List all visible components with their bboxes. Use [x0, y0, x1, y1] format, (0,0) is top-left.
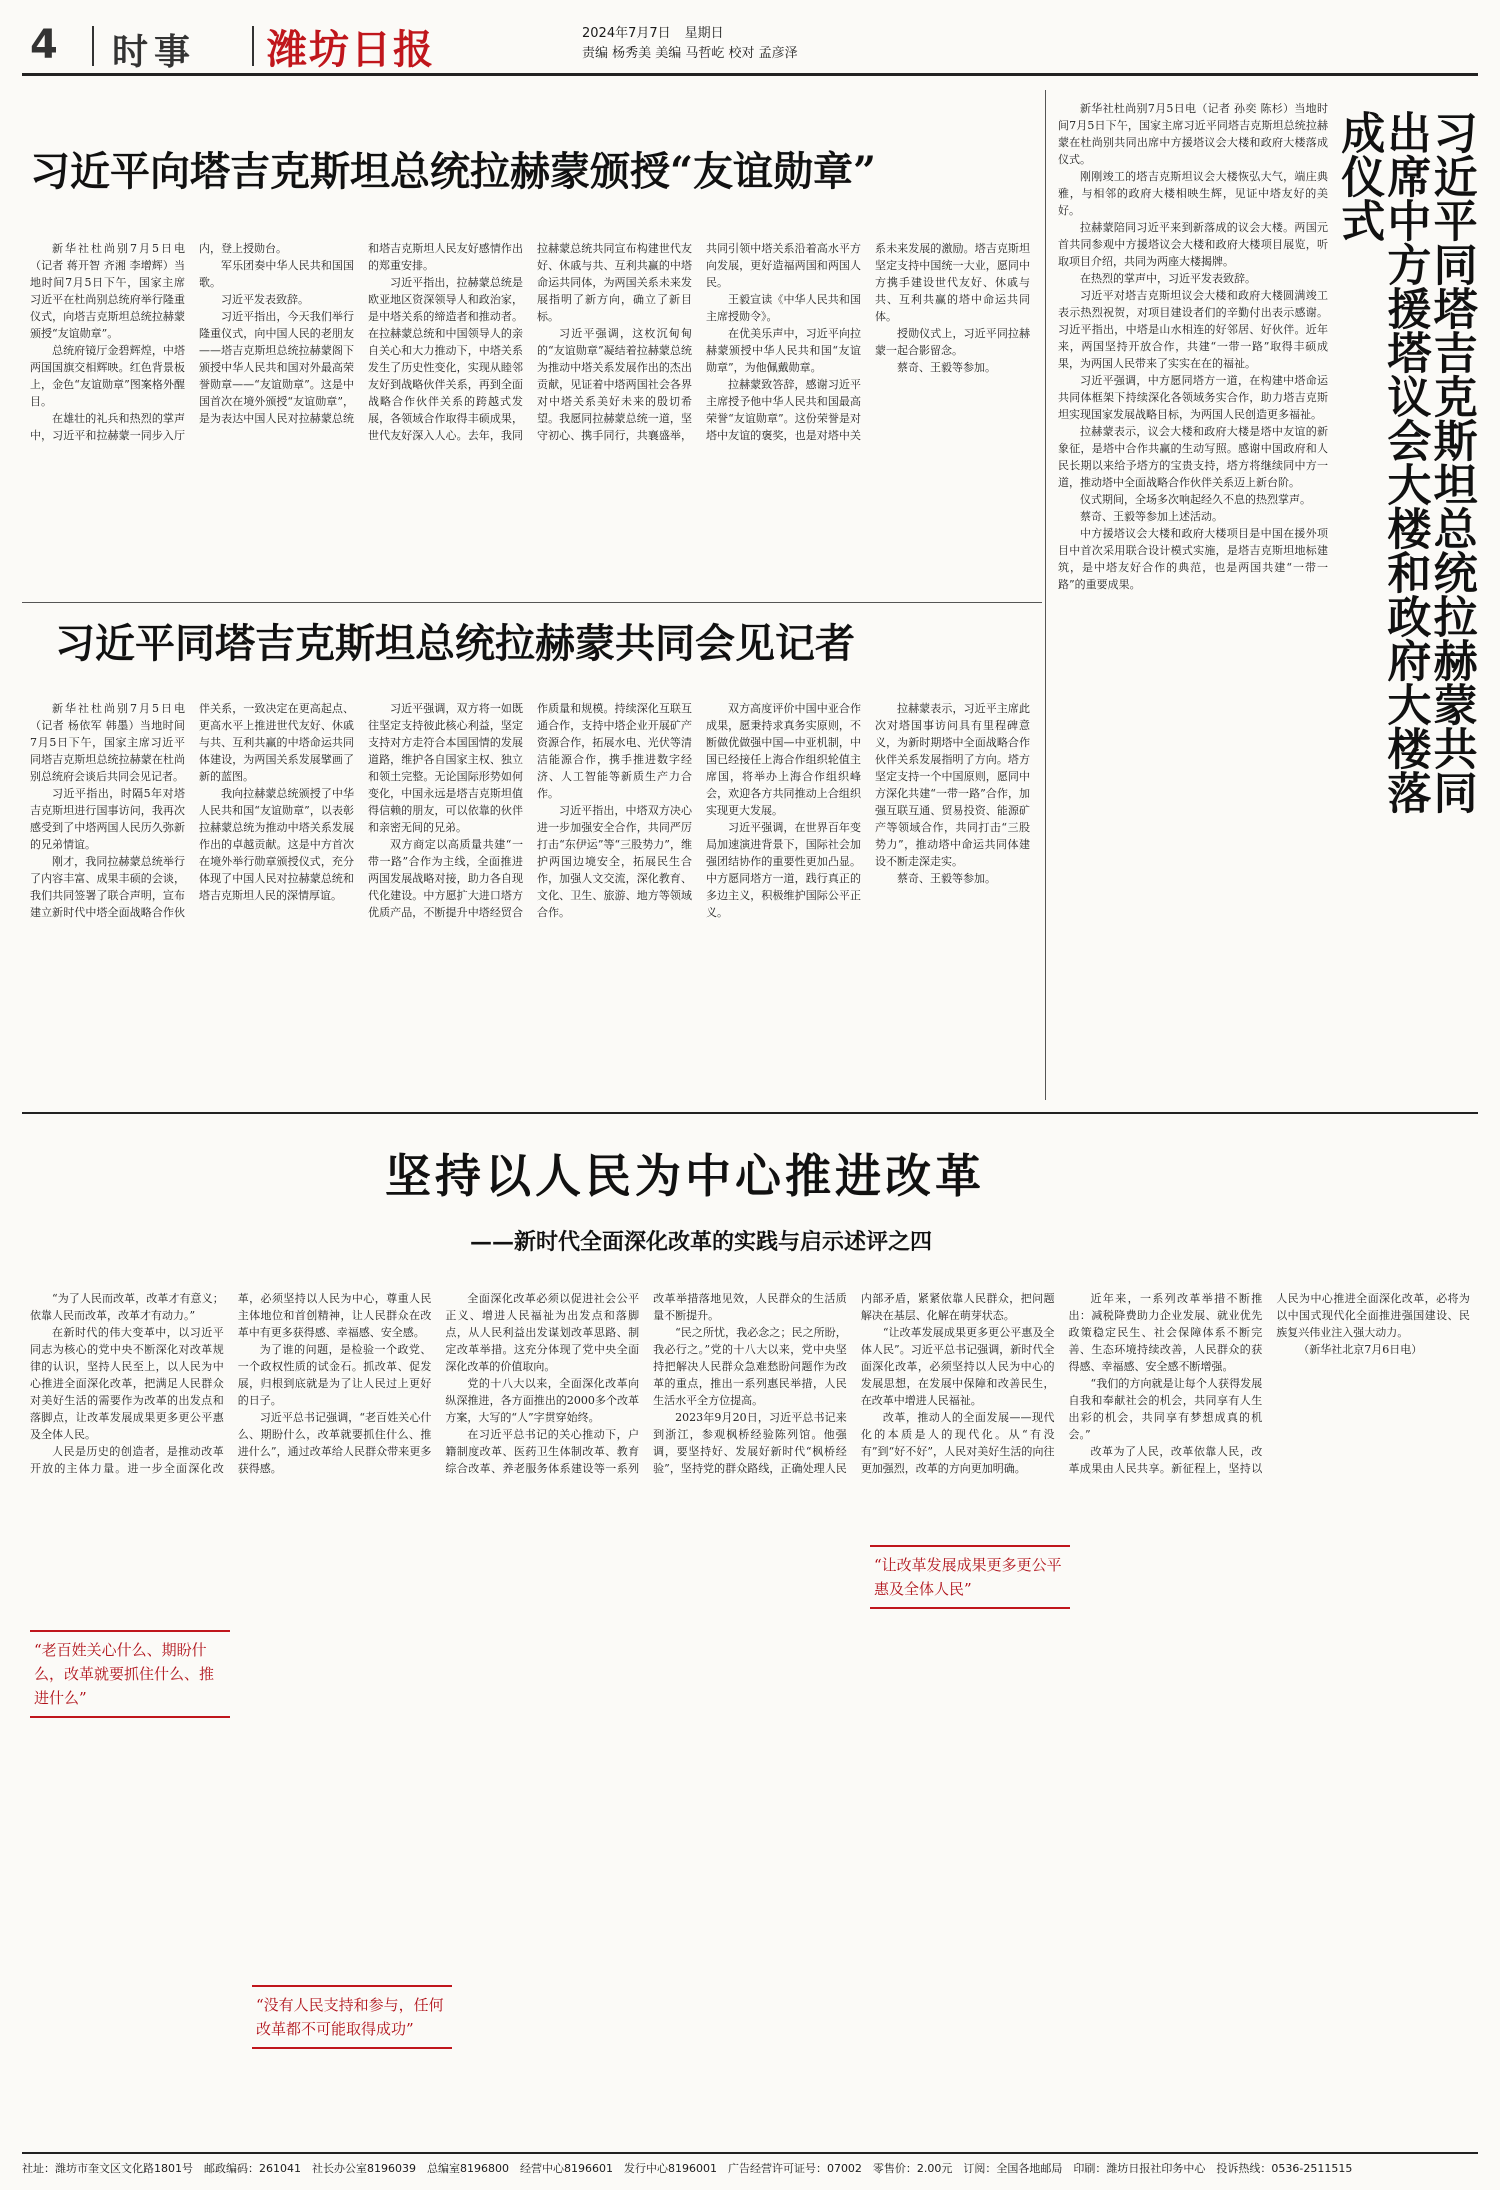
paragraph: 蔡奇、王毅等参加。: [897, 872, 996, 885]
paragraph: “民之所忧，我必念之；民之所盼，我必行之。”党的十八大以来，党中央坚持把解决人民群众急难愁盼问题作为改革的重点，推出一系列惠民举措，人民生活水平全方位提高。: [653, 1326, 847, 1407]
feature-body: [30, 1290, 1470, 2140]
editors: 责编 杨秀美 美编 马哲屹 校对 孟彦泽: [582, 46, 798, 61]
article-title: 习近平同塔吉克斯坦总统拉赫蒙共同会见记者: [55, 620, 855, 667]
pull-quote: “让改革发展成果更多更公平惠及全体人民”: [870, 1545, 1070, 1609]
paragraph: 习近平强调，双方将一如既往坚定支持彼此核心利益，坚定支持对方走符合本国国情的发展道路，维护各自国家主权、独立和领土完整。无论国际形势如何变化，中国永远是塔吉克斯坦值得信赖的朋友，可以依靠的伙伴和亲密无间的兄弟。: [368, 702, 523, 834]
paragraph: 习近平强调，在世界百年变局加速演进背景下，国际社会加强团结协作的重要性更加凸显。中方愿同塔方一道，践行真正的多边主义，积极维护国际公平正义。: [706, 821, 861, 919]
paragraph: 刚才，我同拉赫蒙总统举行了内容丰富、成果丰硕的会谈，我们共同签署了联合声明，宣布建立新时代中塔全面战略合作伙伴关系，一致决定在更高起点、更高水平上推进世代友好、休戚与共、互利共赢的中塔命运共同体建设，为两国关系发展擘画了新的蓝图。: [30, 702, 354, 919]
paragraph: 授勋仪式上，习近平同拉赫蒙一起合影留念。: [875, 327, 1030, 357]
weekday: 星期日: [684, 26, 724, 41]
paragraph: 仪式期间，全场多次响起经久不息的热烈掌声。: [1080, 493, 1311, 506]
paragraph: 人民是历史的创造者，是推动改革开放的主体力量。进一步全面深化改革，必须坚持以人民为中心，尊重人民主体地位和首创精神，让人民群众在改革中有更多获得感、幸福感、安全感。: [30, 1292, 432, 1475]
divider: [92, 26, 94, 66]
article-body: [30, 700, 1030, 1100]
paragraph: 改革，推动人的全面发展——现代化的本质是人的现代化。从“有没有”到“好不好”，人民对美好生活的向往更加强烈，改革的方向更加明确。: [860, 1411, 1055, 1475]
divider: [22, 602, 1042, 603]
paragraph: 习近平发表致辞。: [221, 293, 309, 306]
feature-subtitle: ——新时代全面深化改革的实践与启示述评之四: [470, 1229, 933, 1255]
paragraph: 习近平强调，这枚沉甸甸的“友谊勋章”凝结着拉赫蒙总统为推动中塔关系发展作出的杰出贡献，见证着中塔两国社会各界对中塔关系美好未来的殷切希望。我愿同拉赫蒙总统一道，坚守初心、携手同行，共襄盛举，共同引领中塔关系沿着高水平方向发展，更好造福两国和两国人民。: [537, 242, 861, 442]
paragraph: 党的十八大以来，全面深化改革向纵深推进，各方面推出的2000多个改革方案，大写的“人”字贯穿始终。: [445, 1377, 640, 1424]
header-meta: [582, 24, 812, 64]
divider: [1045, 90, 1046, 1100]
pull-quote: “老百姓关心什么、期盼什么，改革就要抓住什么、推进什么”: [30, 1630, 230, 1718]
paragraph: 2023年9月20日，习近平总书记来到浙江，参观枫桥经验陈列馆。他强调，要坚持好、发展好新时代“枫桥经验”，坚持党的群众路线，正确处理人民内部矛盾，紧紧依靠人民群众，把问题解决在基层、化解在萌芽状态。: [653, 1292, 1055, 1475]
page-footer: 社址：潍坊市奎文区文化路1801号 邮政编码：261041 社长办公室8196039 总编室8196800 经营中心8196601 发行中心8196001 广告经营许可证号：07002 零售价：2.00元 订阅：全国各地邮局 印刷：潍坊日报社印务中心 投诉热线：0536-2511515: [22, 2152, 1478, 2176]
paragraph: 双方高度评价中国中亚合作成果，愿秉持求真务实原则，不断做优做强中国—中亚机制，中国已经接任上海合作组织轮值主席国，将举办上海合作组织峰会，欢迎各方共同推动上合组织实现更大发展。: [706, 702, 861, 817]
pull-quote: “没有人民支持和参与，任何改革都不可能取得成功”: [252, 1985, 452, 2049]
paragraph: 中方援塔议会大楼和政府大楼项目是中国在援外项目中首次采用联合设计模式实施，是塔吉克斯坦地标建筑，是中塔友好合作的典范，也是两国共建“一带一路”的重要成果。: [1058, 527, 1328, 591]
paragraph: 习近平总书记强调，“老百姓关心什么、期盼什么，改革就要抓住什么、推进什么”，通过改革给人民群众带来更多获得感。: [237, 1411, 432, 1475]
side-article-title: 习近平同塔吉克斯坦总统拉赫蒙共同出席中方援塔议会大楼和政府大楼落成仪式: [1333, 110, 1477, 814]
paragraph: 全面深化改革必须以促进社会公平正义、增进人民福祉为出发点和落脚点，从人民利益出发谋划改革思路、制定改革举措。这充分体现了党中央全面深化改革的价值取向。: [445, 1292, 640, 1373]
paragraph: 双方商定以高质量共建“一带一路”合作为主线，全面推进两国发展战略对接，助力各自现代化建设。中方愿扩大进口塔方优质产品，不断提升中塔经贸合作质量和规模。持续深化互联互通合作，支持中塔企业开展矿产资源合作，拓展水电、光伏等清洁能源合作，携手推进数字经济、人工智能等新质生产力合作。: [368, 702, 692, 919]
paragraph: 习近平强调，中方愿同塔方一道，在构建中塔命运共同体框架下持续深化各领域务实合作，助力塔吉克斯坦实现国家发展战略目标，为两国人民创造更多福祉。: [1058, 374, 1328, 421]
paragraph: 总统府镜厅金碧辉煌，中塔两国国旗交相辉映。红色背景板上，金色“友谊勋章”图案格外醒目。: [30, 344, 185, 408]
page-number: 4: [30, 22, 58, 68]
paragraph: 习近平指出，中塔双方决心进一步加强安全合作，共同严厉打击“东伊运”等“三股势力”，维护两国边境安全，拓展民生合作，加强人文交流，深化教育、文化、卫生、旅游、地方等领域合作。: [537, 804, 692, 919]
article-title: 习近平向塔吉克斯坦总统拉赫蒙颁授“友谊勋章”: [30, 148, 877, 195]
paragraph: 在新时代的伟大变革中，以习近平同志为核心的党中央不断深化对改革规律的认识，坚持人民至上，以人民为中心推进全面深化改革，把满足人民群众对美好生活的需要作为改革的出发点和落脚点，让改革发展成果更多更公平惠及全体人民。: [30, 1326, 224, 1441]
paragraph: 为了谁的问题，是检验一个政党、一个政权性质的试金石。抓改革、促发展，归根到底就是为了让人民过上更好的日子。: [237, 1343, 432, 1407]
paragraph: 新华社杜尚别7月5日电（记者 孙奕 陈杉）当地时间7月5日下午，国家主席习近平同塔吉克斯坦总统拉赫蒙在杜尚别共同出席中方援塔议会大楼和政府大楼落成仪式。: [1058, 102, 1328, 166]
paragraph: 习近平对塔吉克斯坦议会大楼和政府大楼圆满竣工表示热烈祝贺，对项目建设者们的辛勤付出表示感谢。习近平指出，中塔是山水相连的好邻居、好伙伴。近年来，两国坚持开放合作，共建“一带一路”取得丰硕成果，为两国人民带来了实实在在的福祉。: [1058, 289, 1328, 370]
paragraph: 拉赫蒙表示，议会大楼和政府大楼是塔中友谊的新象征，是塔中合作共赢的生动写照。感谢中国政府和人民长期以来给予塔方的宝贵支持，塔方将继续同中方一道，推动塔中全面战略合作伙伴关系迈上新台阶。: [1058, 425, 1328, 489]
paragraph: 军乐团奏中华人民共和国国歌。: [199, 259, 354, 289]
divider: [252, 26, 254, 66]
paragraph: 拉赫蒙致答辞，感谢习近平主席授予他中华人民共和国最高荣誉“友谊勋章”。这份荣誉是对塔中友谊的褒奖，也是对塔中关系未来发展的激励。塔吉克斯坦坚定支持中国统一大业，愿同中方携手建设世代友好、休戚与共、互利共赢的塔中命运共同体。: [706, 242, 1030, 442]
paragraph: 习近平指出，拉赫蒙总统是欧亚地区资深领导人和政治家，是中塔关系的缔造者和推动者。在拉赫蒙总统和中国领导人的亲自关心和大力推动下，中塔关系发生了历史性变化，实现从睦邻友好到战略伙伴关系，再到全面战略合作伙伴关系的跨越式发展，各领域合作取得丰硕成果，世代友好深入人心。去年，我同拉赫蒙总统共同宣布构建世代友好、休戚与共、互利共赢的中塔命运共同体，为两国关系未来发展指明了新方向，确立了新目标。: [368, 242, 692, 442]
newspaper-logo: 潍坊日报: [267, 26, 435, 73]
side-article-body: [1058, 100, 1328, 1020]
paragraph: 蔡奇、王毅等参加上述活动。: [1080, 510, 1223, 523]
paragraph: （新华社北京7月6日电）: [1298, 1343, 1423, 1356]
paragraph: 习近平指出，时隔5年对塔吉克斯坦进行国事访问，我再次感受到了中塔两国人民历久弥新的兄弟情谊。: [30, 787, 185, 851]
paragraph: 近年来，一系列改革举措不断推出：减税降费助力企业发展、就业优先政策稳定民生、社会保障体系不断完善、生态环境持续改善，人民群众的获得感、幸福感、安全感不断增强。: [1068, 1292, 1263, 1373]
paragraph: 在习近平总书记的关心推动下，户籍制度改革、医药卫生体制改革、教育综合改革、养老服务体系建设等一系列改革举措落地见效，人民群众的生活质量不断提升。: [445, 1292, 847, 1475]
paragraph: 新华社杜尚别7月5日电（记者 蒋开智 齐湘 李增辉）当地时间7月5日下午，国家主席习近平在杜尚别总统府举行隆重仪式，向塔吉克斯坦总统拉赫蒙颁授“友谊勋章”。: [30, 242, 185, 340]
paragraph: “让改革发展成果更多更公平惠及全体人民”。习近平总书记强调，新时代全面深化改革，必须坚持以人民为中心的发展思想，在发展中保障和改善民生，在改革中增进人民福祉。: [860, 1326, 1055, 1407]
paragraph: 在雄壮的礼兵和热烈的掌声中，习近平和拉赫蒙一同步入厅内，登上授勋台。: [30, 242, 287, 442]
paragraph: 蔡奇、王毅等参加。: [897, 361, 996, 374]
paragraph: 在热烈的掌声中，习近平发表致辞。: [1080, 272, 1256, 285]
paragraph: 刚刚竣工的塔吉克斯坦议会大楼恢弘大气，端庄典雅，与相邻的政府大楼相映生辉，见证中塔友好的美好。: [1058, 170, 1328, 217]
article-body: [30, 240, 1030, 590]
paragraph: 改革为了人民，改革依靠人民，改革成果由人民共享。新征程上，坚持以人民为中心推进全面深化改革，必将为以中国式现代化全面推进强国建设、民族复兴伟业注入强大动力。: [1068, 1292, 1470, 1475]
divider: [22, 1112, 1478, 1114]
paragraph: “我们的方向就是让每个人获得发展自我和奉献社会的机会，共同享有人生出彩的机会，共同享有梦想成真的机会。”: [1068, 1377, 1263, 1441]
paragraph: 我向拉赫蒙总统颁授了中华人民共和国“友谊勋章”，以表彰拉赫蒙总统为推动中塔关系发展作出的卓越贡献。这是中方首次在境外举行勋章颁授仪式，充分体现了中国人民对拉赫蒙总统和塔吉克斯坦人民的深情厚谊。: [199, 787, 354, 902]
section-name: 时事: [112, 32, 197, 73]
paragraph: 习近平指出，今天我们举行隆重仪式，向中国人民的老朋友——塔吉克斯坦总统拉赫蒙阁下颁授中华人民共和国对外最高荣誉勋章——“友谊勋章”。这是中国首次在境外颁授“友谊勋章”，是为表达中国人民对拉赫蒙总统和塔吉克斯坦人民友好感情作出的郑重安排。: [199, 242, 523, 425]
paragraph: 新华社杜尚别7月5日电（记者 杨依军 韩墨）当地时间7月5日下午，国家主席习近平同塔吉克斯坦总统拉赫蒙在杜尚别总统府会谈后共同会见记者。: [30, 702, 185, 783]
paragraph: 王毅宣读《中华人民共和国主席授勋令》。: [706, 293, 861, 323]
paragraph: 拉赫蒙陪同习近平来到新落成的议会大楼。两国元首共同参观中方援塔议会大楼和政府大楼项目展览，听取项目介绍，共同为两座大楼揭牌。: [1058, 221, 1328, 268]
feature-title: 坚持以人民为中心推进改革: [385, 1149, 985, 1203]
paragraph: 在优美乐声中，习近平向拉赫蒙颁授中华人民共和国“友谊勋章”，为他佩戴勋章。: [706, 327, 861, 374]
paragraph: “为了人民而改革，改革才有意义；依靠人民而改革，改革才有动力。”: [30, 1292, 224, 1322]
paragraph: 拉赫蒙表示，习近平主席此次对塔国事访问具有里程碑意义，为新时期塔中全面战略合作伙伴关系发展指明了方向。塔方坚定支持一个中国原则，愿同中方深化共建“一带一路”合作，加强互联互通、贸易投资、能源矿产等领域合作，共同打击“三股势力”，推动塔中命运共同体建设不断走深走实。: [875, 702, 1030, 868]
issue-date: 2024年7月7日: [582, 26, 671, 41]
masthead: [22, 18, 1478, 76]
